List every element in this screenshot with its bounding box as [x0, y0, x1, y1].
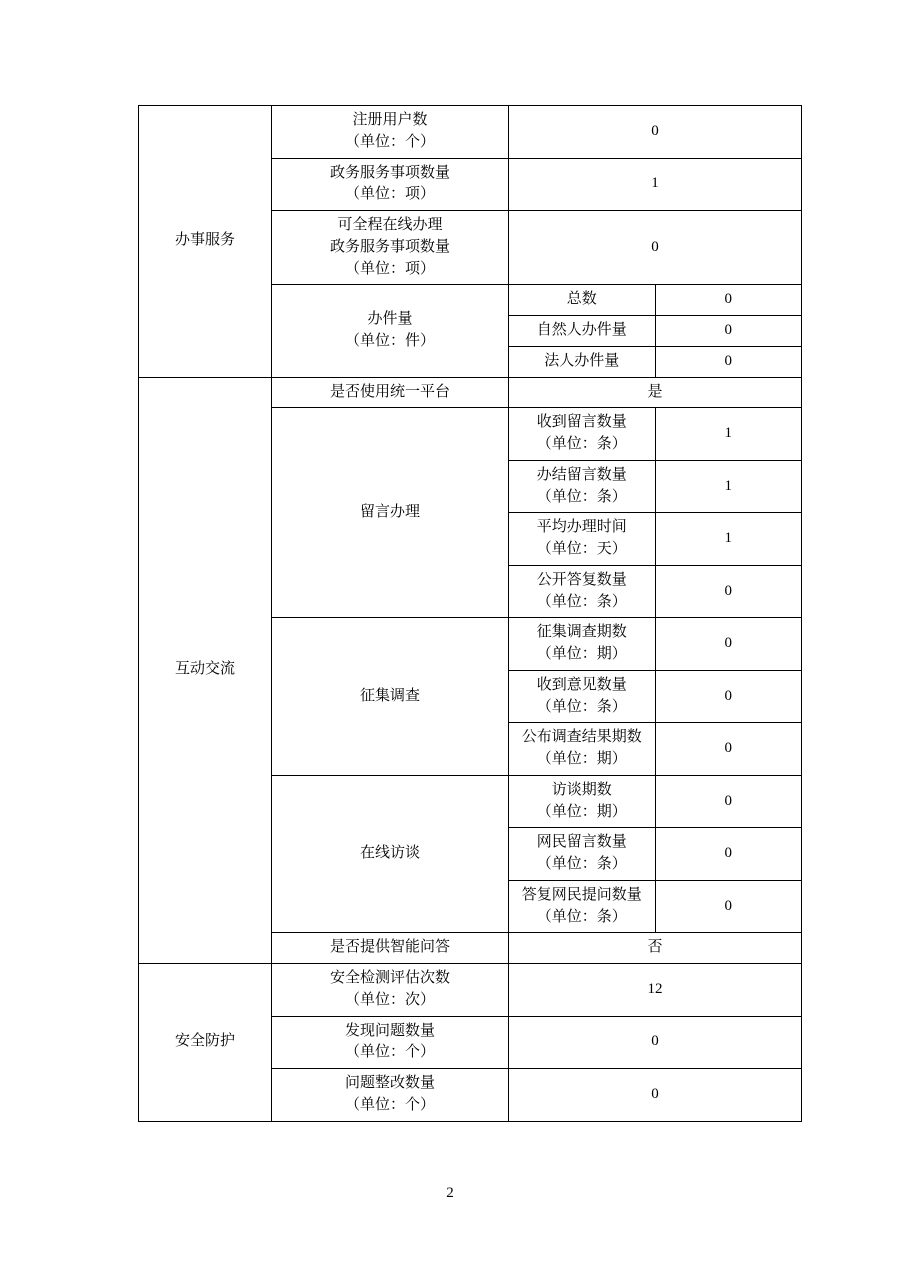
value-cell-public-replies: 0	[655, 565, 802, 618]
subitem-unit: （单位：期）	[536, 646, 627, 662]
subitem-cell-public-replies	[509, 565, 656, 618]
value-cell-total: 0	[655, 285, 802, 316]
subitem-cell-survey-count	[509, 618, 656, 671]
item-cell-issues-found	[272, 1016, 509, 1069]
subitem-unit: （单位：天）	[536, 541, 627, 557]
item-unit: （单位：次）	[344, 991, 435, 1008]
item-label: 政务服务事项数量	[329, 164, 450, 181]
value-cell-issues-found: 0	[509, 1016, 802, 1069]
subitem-cell-total: 总数	[509, 285, 656, 316]
item-cell-smart-qa: 是否提供智能问答	[272, 933, 509, 964]
item-cell-unified-platform: 是否使用统一平台	[272, 377, 509, 408]
table-row	[139, 106, 802, 159]
subitem-label: 访谈期数	[551, 781, 612, 798]
item-label: 注册用户数	[352, 112, 428, 128]
government-website-report-table	[138, 105, 802, 1122]
subitem-cell-messages-closed	[509, 460, 656, 513]
item-cell-registered-users	[272, 106, 509, 159]
category-cell-service: 办事服务	[139, 106, 272, 378]
value-cell-unified-platform: 是	[509, 377, 802, 408]
item-unit: （单位：个）	[344, 1096, 435, 1113]
item-cell-service-items	[272, 158, 509, 211]
item-cell-issues-fixed	[272, 1069, 509, 1122]
value-cell-service-items: 1	[509, 158, 802, 211]
value-cell-messages-received: 1	[655, 408, 802, 461]
subitem-unit: （单位：条）	[536, 908, 627, 925]
value-cell-netizen-replies: 0	[655, 880, 802, 933]
subitem-unit: （单位：期）	[536, 803, 627, 820]
subitem-cell-messages-received	[509, 408, 656, 461]
item-unit: （单位：件）	[344, 332, 435, 349]
item-label: 办件量	[367, 311, 413, 328]
value-cell-issues-fixed: 0	[509, 1069, 802, 1122]
value-cell-netizen-messages: 0	[655, 828, 802, 881]
value-cell-survey-results-published: 0	[655, 723, 802, 776]
subitem-unit: （单位：条）	[536, 698, 627, 715]
subitem-unit: （单位：条）	[536, 593, 627, 610]
subitem-cell-natural-person: 自然人办件量	[509, 316, 656, 347]
item-unit: （单位：个）	[344, 1044, 435, 1061]
subitem-cell-survey-results-published	[509, 723, 656, 776]
item-cell-transaction-volume	[272, 285, 509, 377]
value-cell-security-assessments: 12	[509, 964, 802, 1017]
subitem-label: 平均办理时间	[536, 519, 627, 536]
subitem-label: 公布调查结果期数	[521, 729, 642, 746]
subitem-cell-netizen-replies	[509, 880, 656, 933]
item-label: 发现问题数量	[344, 1022, 435, 1039]
subitem-label: 收到留言数量	[536, 414, 627, 431]
report-table-container	[138, 105, 786, 1122]
subitem-label: 答复网民提问数量	[521, 886, 642, 903]
item-cell-survey: 征集调查	[272, 618, 509, 776]
value-cell-smart-qa: 否	[509, 933, 802, 964]
subitem-cell-netizen-messages	[509, 828, 656, 881]
item-cell-online-service-items	[272, 211, 509, 285]
value-cell-messages-closed: 1	[655, 460, 802, 513]
value-cell-legal-person: 0	[655, 346, 802, 377]
item-cell-online-interview: 在线访谈	[272, 775, 509, 933]
item-cell-message-handling: 留言办理	[272, 408, 509, 618]
value-cell-registered-users: 0	[509, 106, 802, 159]
subitem-label: 公开答复数量	[536, 571, 627, 588]
page-number: 2	[446, 1185, 454, 1201]
subitem-cell-opinions-received	[509, 670, 656, 723]
value-cell-natural-person: 0	[655, 316, 802, 347]
value-cell-opinions-received: 0	[655, 670, 802, 723]
subitem-unit: （单位：期）	[536, 751, 627, 767]
category-cell-interaction: 互动交流	[139, 377, 272, 964]
value-cell-average-time: 1	[655, 513, 802, 566]
value-cell-interview-count: 0	[655, 775, 802, 828]
value-cell-survey-count: 0	[655, 618, 802, 671]
subitem-unit: （单位：条）	[536, 488, 627, 505]
item-label-line1: 可全程在线办理	[337, 217, 443, 233]
subitem-cell-average-time	[509, 513, 656, 566]
item-unit: （单位：项）	[344, 260, 435, 277]
subitem-unit: （单位：条）	[536, 856, 627, 872]
item-label: 安全检测评估次数	[329, 970, 450, 986]
value-cell-online-service-items: 0	[509, 211, 802, 285]
subitem-unit: （单位：条）	[536, 436, 627, 452]
subitem-label: 网民留言数量	[536, 834, 627, 851]
subitem-label: 收到意见数量	[536, 676, 627, 693]
subitem-label: 征集调查期数	[536, 624, 627, 641]
table-row	[139, 377, 802, 408]
item-label: 问题整改数量	[344, 1075, 435, 1091]
item-cell-security-assessments	[272, 964, 509, 1017]
table-row	[139, 964, 802, 1017]
subitem-label: 办结留言数量	[536, 466, 627, 483]
category-cell-security: 安全防护	[139, 964, 272, 1122]
subitem-cell-legal-person: 法人办件量	[509, 346, 656, 377]
item-label-line2: 政务服务事项数量	[329, 238, 450, 255]
item-unit: （单位：项）	[344, 186, 435, 203]
item-unit: （单位：个）	[344, 133, 435, 150]
subitem-cell-interview-count	[509, 775, 656, 828]
